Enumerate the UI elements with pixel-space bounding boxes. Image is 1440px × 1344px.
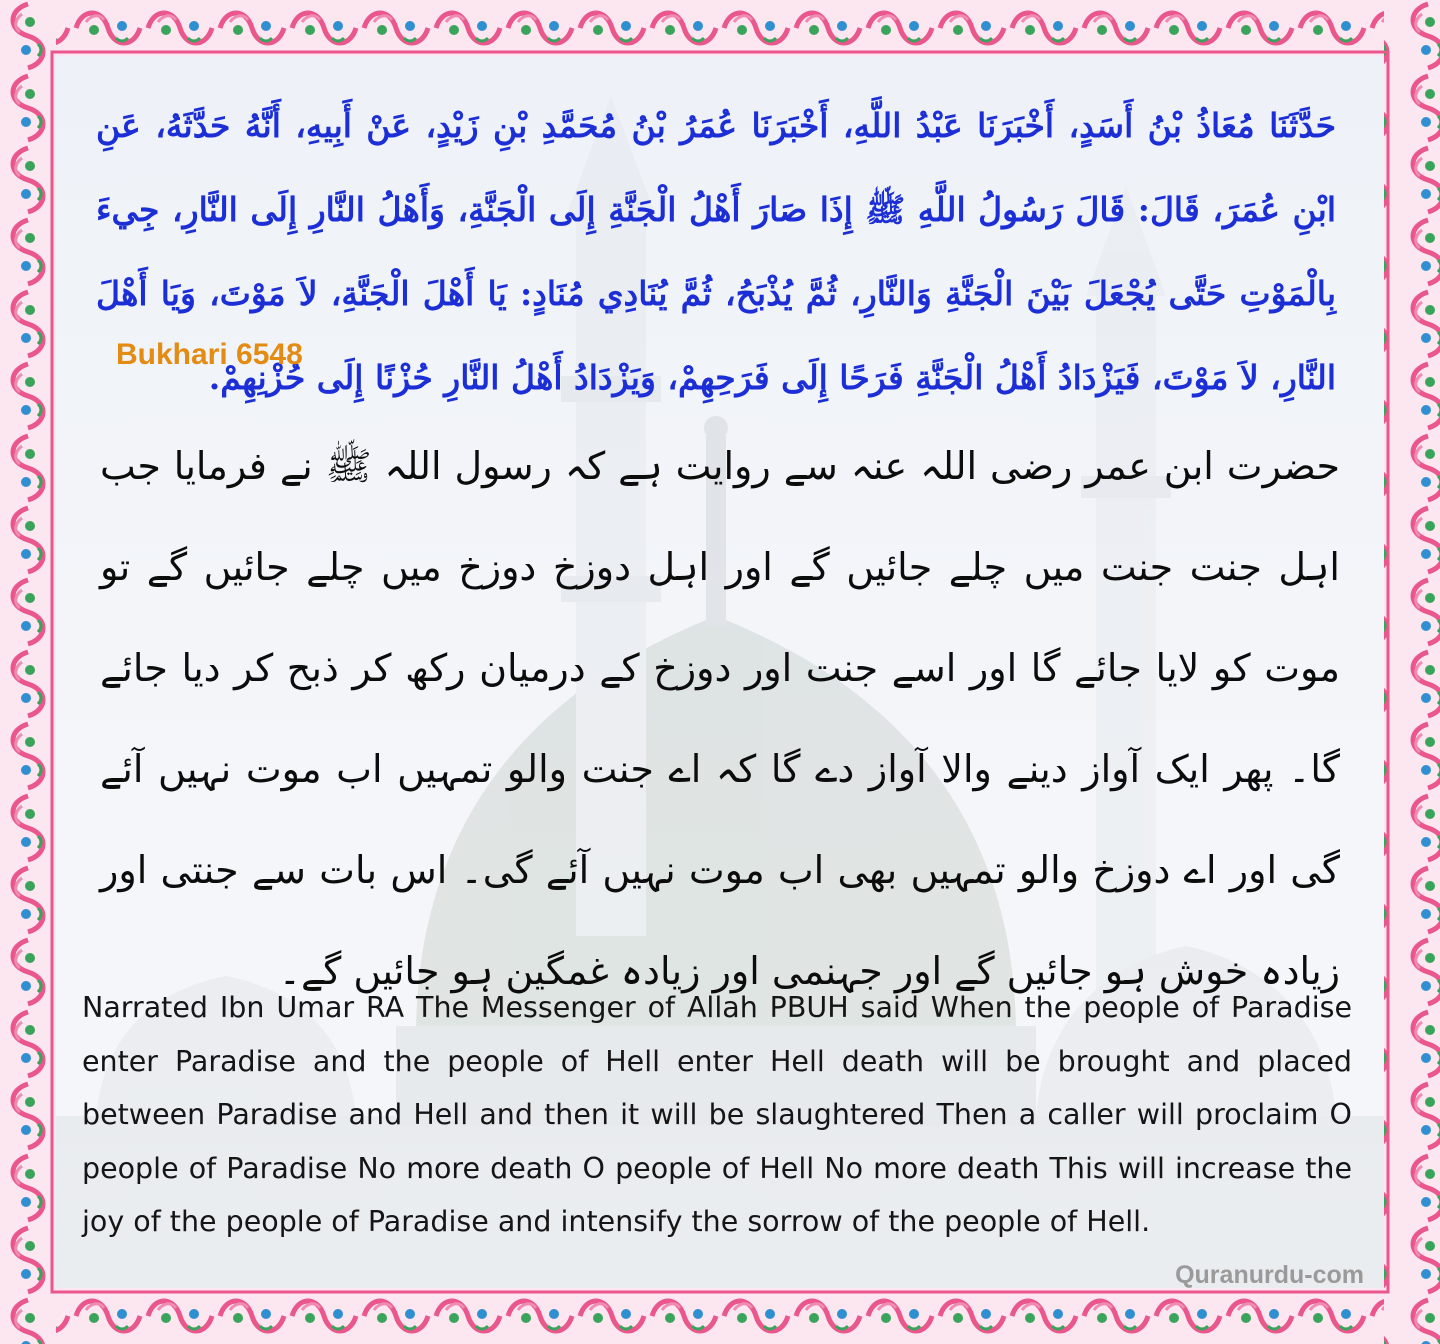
arabic-hadith-text: حَدَّثَنَا مُعَاذُ بْنُ أَسَدٍ، أَخْبَرَنَا عَبْدُ اللَّهِ، أَخْبَرَنَا عُمَرُ بْنُ مُحَمَّدِ بْنِ زَيْدٍ، عَنْ أَبِيهِ، أَنَّهُ حَدَّثَهُ، عَنِ ابْنِ عُمَرَ، قَالَ: قَالَ رَسُولُ اللَّهِ ﷺ إِذَا صَارَ أَهْلُ الْجَنَّةِ إِلَى الْجَنَّةِ، وَأَهْلُ النَّارِ إِلَى النَّارِ، جِيءَ بِالْمَوْتِ حَتَّى يُجْعَلَ بَيْنَ الْجَنَّةِ وَالنَّارِ، ثُمَّ يُذْبَحُ، ثُمَّ يُنَادِي مُنَادٍ: يَا أَهْلَ الْجَنَّةِ، لاَ مَوْتَ، وَيَا أَهْلَ النَّارِ، لاَ مَوْتَ، فَيَزْدَادُ أَهْلُ الْجَنَّةِ فَرَحًا إِلَى فَرَحِهِمْ، وَيَزْدَادُ أَهْلُ النَّارِ حُزْنًا إِلَى حُزْنِهِمْ. — [96, 106, 1336, 397]
english-translation-text: Narrated Ibn Umar RA The Messenger of Allah PBUH said When the people of Paradise enter Paradise and the people of Hell enter Hell death will be brought and placed between Paradise and Hell and then it will be slaughtered Then a caller will proclaim O people of Paradise No more death O people of Hell No more death This will increase the joy of the people of Paradise and intensify the sorrow of the people of Hell. — [82, 991, 1352, 1238]
site-watermark: Quranurdu-com — [1175, 1261, 1364, 1288]
content-panel — [56, 56, 1384, 1288]
urdu-translation-text: حضرت ابن عمر رضی اللہ عنہ سے روایت ہے کہ رسول اللہ ﷺ نے فرمایا جب اہل جنت جنت میں چلے جائیں گے اور اہل دوزخ دوزخ میں چلے جائیں گے تو موت کو لایا جائے گا اور اسے جنت اور دوزخ کے درمیان رکھ کر ذبح کر دیا جائے گا۔ پھر ایک آواز دینے والا آواز دے گا کہ اے جنت والو تمہیں اب موت نہیں آئے گی اور اے دوزخ والو تمہیں بھی اب موت نہیں آئے گی۔ اس بات سے جنتی اور زیادہ خوش ہو جائیں گے اور جہنمی اور زیادہ غمگین ہو جائیں گے۔ — [100, 444, 1340, 993]
hadith-reference-label: Bukhari 6548 — [116, 338, 303, 371]
